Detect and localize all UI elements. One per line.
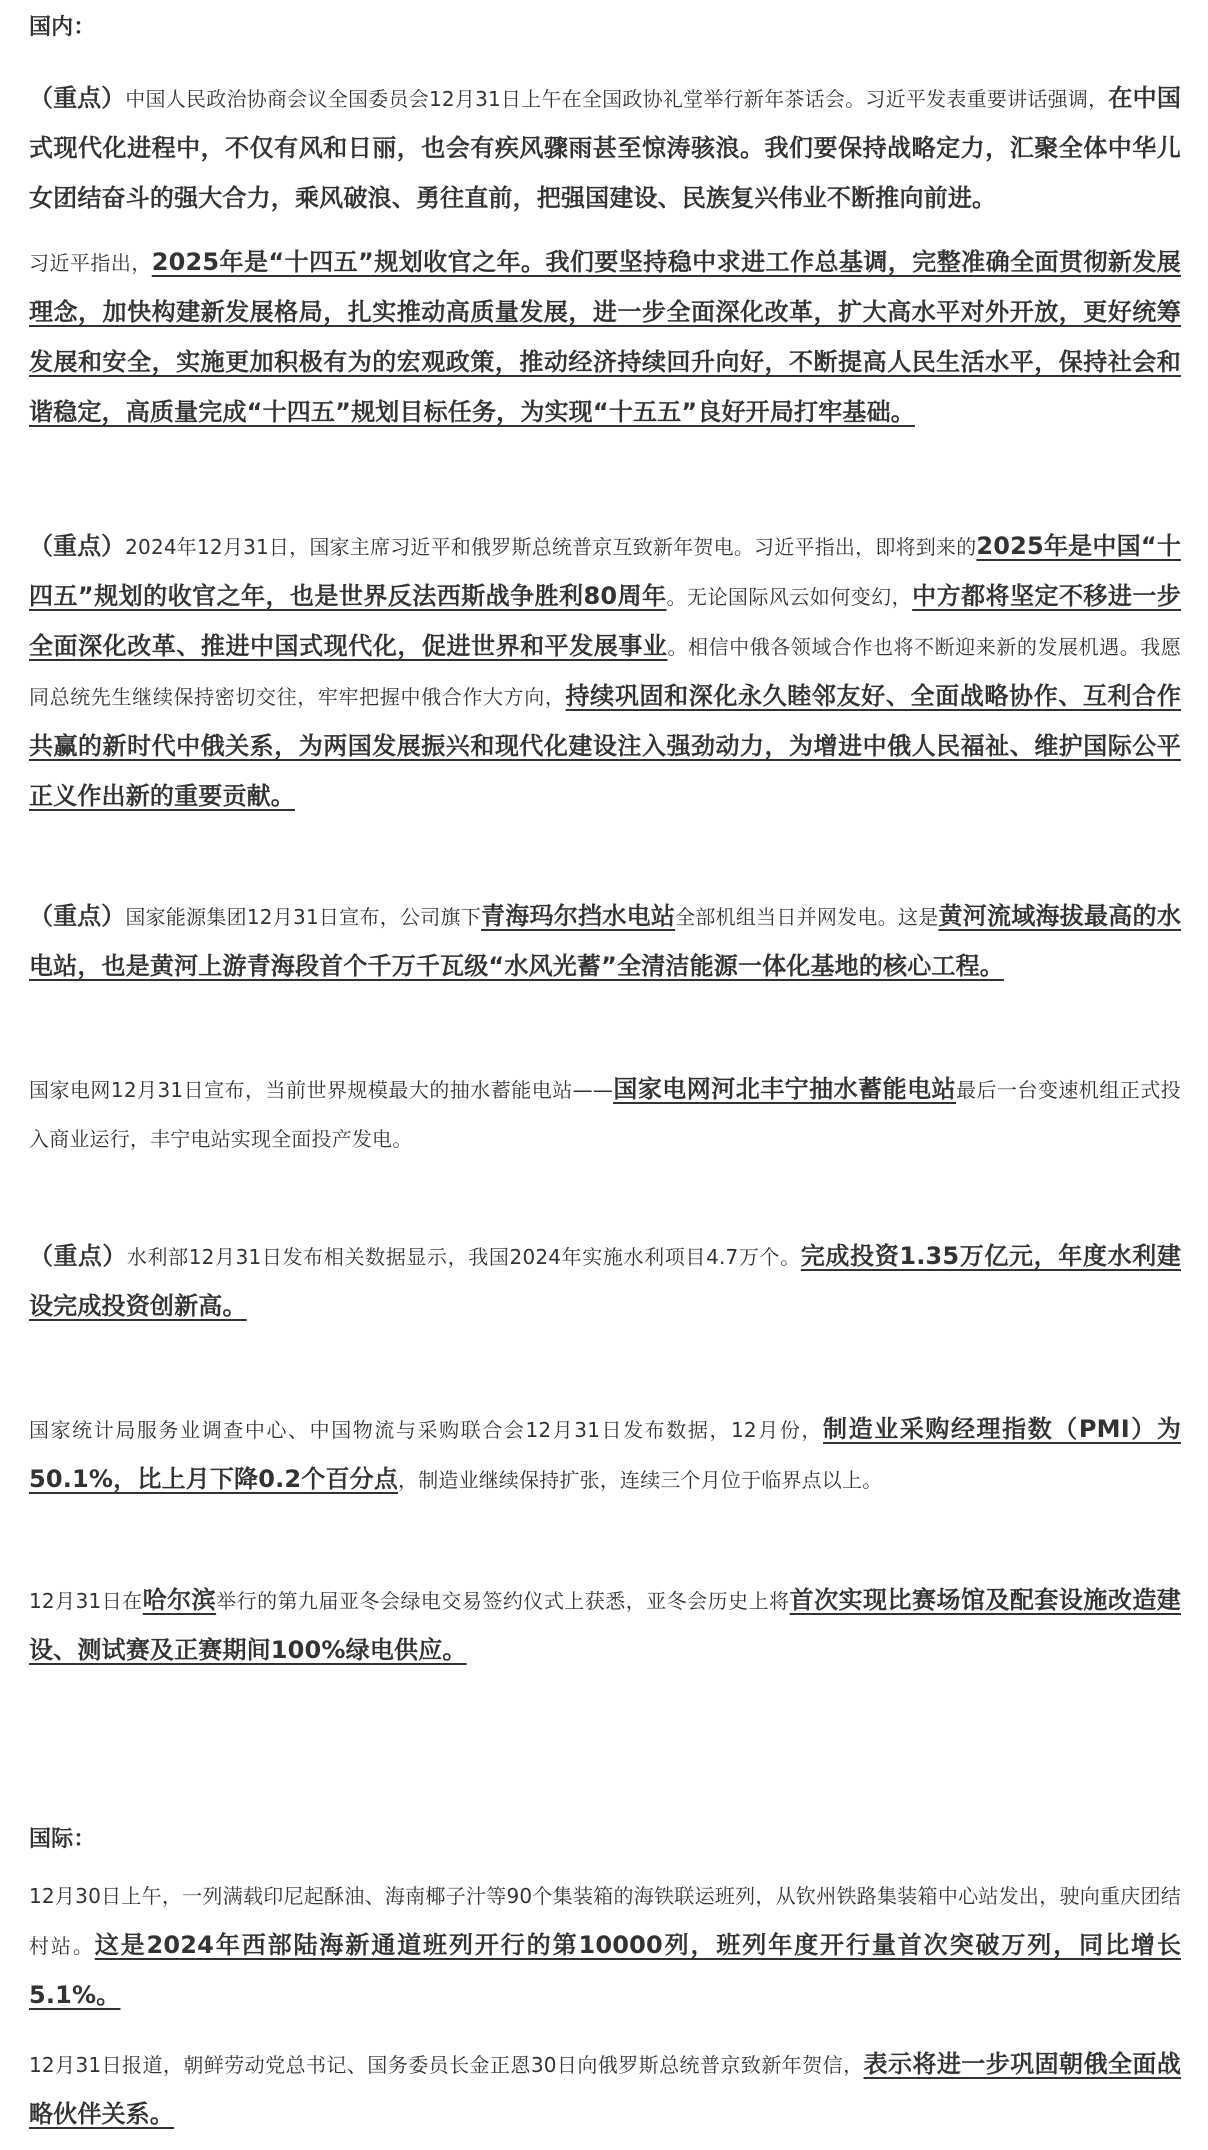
news-text: 最后一台变速机组正式投入商业运行，丰宁电站实现全面投产发电。 [29,1078,1181,1151]
priority-tag: （重点） [29,84,126,112]
news-highlight: 青海玛尔挡水电站 [481,902,676,930]
news-text: 2024年12月31日，国家主席习近平和俄罗斯总统普京互致新年贺电。习近平指出，即将到来的 [125,535,977,559]
news-text: 国家能源集团12月31日宣布，公司旗下 [125,905,482,929]
news-text: 12月31日报道，朝鲜劳动党总书记、国务委员长金正恩30日向俄罗斯总统普京致新年贺信， [29,2053,864,2077]
news-text: 。相信中俄各领域合作也将不断迎来新的发展机遇。我愿同总统先生继续保持密切交往，牢牢把握中俄合作大方向， [29,635,1181,709]
news-item-4 [29,892,1181,992]
news-highlight: 中方都将坚定不移进一步全面深化改革、推进中国式现代化，促进世界和平发展事业 [29,582,1181,660]
news-item-7 [29,1405,1181,1505]
section-heading-domestic: 国内： [29,15,96,40]
news-highlight: 哈尔滨 [142,1586,217,1614]
news-text: 。无论国际风云如何变幻， [666,585,913,609]
news-item-1 [29,74,1181,224]
priority-tag: （重点） [29,1242,127,1270]
news-item-5 [29,1065,1181,1164]
news-bold: 在中国式现代化进程中，不仅有风和日丽，也会有疾风骤雨甚至惊涛骇浪。我们要保持战略定力，汇聚全体中华儿女团结奋斗的强大合力，乘风破浪、勇往直前，把强国建设、民族复兴伟业不断推向前进。 [29,84,1181,212]
news-item-9 [29,1872,1181,2021]
news-highlight: 完成投资1.35万亿元，年度水利建设完成投资创新高。 [29,1242,1182,1320]
news-text: 习近平指出， [29,251,152,275]
news-item-6 [29,1232,1181,1332]
news-text: 举行的第九届亚冬会绿电交易签约仪式上获悉，亚冬会历史上将 [216,1589,790,1613]
news-text: 中国人民政治协商会议全国委员会12月31日上午在全国政协礼堂举行新年茶话会。习近平发表重要讲话强调， [125,87,1109,111]
priority-tag: （重点） [29,902,126,930]
news-text: ，制造业继续保持扩张，连续三个月位于临界点以上。 [398,1468,883,1492]
news-text: 国家电网12月31日宣布，当前世界规模最大的抽水蓄能电站—— [29,1078,614,1102]
news-highlight: 表示将进一步巩固朝俄全面战略伙伴关系。 [29,2050,1182,2128]
news-item-2 [29,238,1181,438]
news-item-3 [29,522,1181,822]
news-highlight: 首次实现比赛场馆及配套设施改造建设、测试赛及正赛期间100%绿电供应。 [29,1586,1181,1664]
news-item-10 [29,2040,1181,2140]
priority-tag: （重点） [29,532,126,560]
news-highlight: 制造业采购经理指数（PMI）为50.1%，比上月下降0.2个百分点 [29,1415,1181,1493]
section-heading-international: 国际： [29,1827,96,1852]
news-highlight: 国家电网河北丰宁抽水蓄能电站 [613,1075,957,1103]
news-text: 12月31日在 [29,1589,143,1613]
news-highlight: 这是2024年西部陆海新通道班列开行的第10000列，班列年度开行量首次突破万列，同比增长5.1%。 [29,1931,1182,2009]
news-text: 水利部12月31日发布相关数据显示，我国2024年实施水利项目4.7万个。 [126,1245,801,1269]
news-highlight: 2025年是“十四五”规划收官之年。我们要坚持稳中求进工作总基调，完整准确全面贯彻新发展理念，加快构建新发展格局，扎实推动高质量发展，进一步全面深化改革，扩大高水平对外开放，更好统筹发展和安全，实施更加积极有为的宏观政策，推动经济持续回升向好，不断提高人民生活水平，保持社会和谐稳定，高质量完成“十四五”规划目标任务，为实现“十五五”良好开局打牢基础。 [29,248,1181,426]
news-highlight: 持续巩固和深化永久睦邻友好、全面战略协作、互利合作共赢的新时代中俄关系，为两国发展振兴和现代化建设注入强劲动力，为增进中俄人民福祉、维护国际公平正义作出新的重要贡献。 [29,682,1181,810]
news-highlight: 2025年是中国“十四五”规划的收官之年，也是世界反法西斯战争胜利80周年 [29,532,1181,610]
news-text: 全部机组当日并网发电。这是 [675,905,939,929]
news-text: 国家统计局服务业调查中心、中国物流与采购联合会12月31日发布数据，12月份， [29,1418,824,1442]
news-highlight: 黄河流域海拔最高的水电站，也是黄河上游青海段首个千万千瓦级“水风光蓄”全清洁能源一体化基地的核心工程。 [29,902,1182,980]
news-item-8 [29,1576,1181,1676]
news-text: 12月30日上午，一列满载印尼起酥油、海南椰子汁等90个集装箱的海铁联运班列，从钦州铁路集装箱中心站发出，驶向重庆团结村站。 [29,1884,1181,1958]
